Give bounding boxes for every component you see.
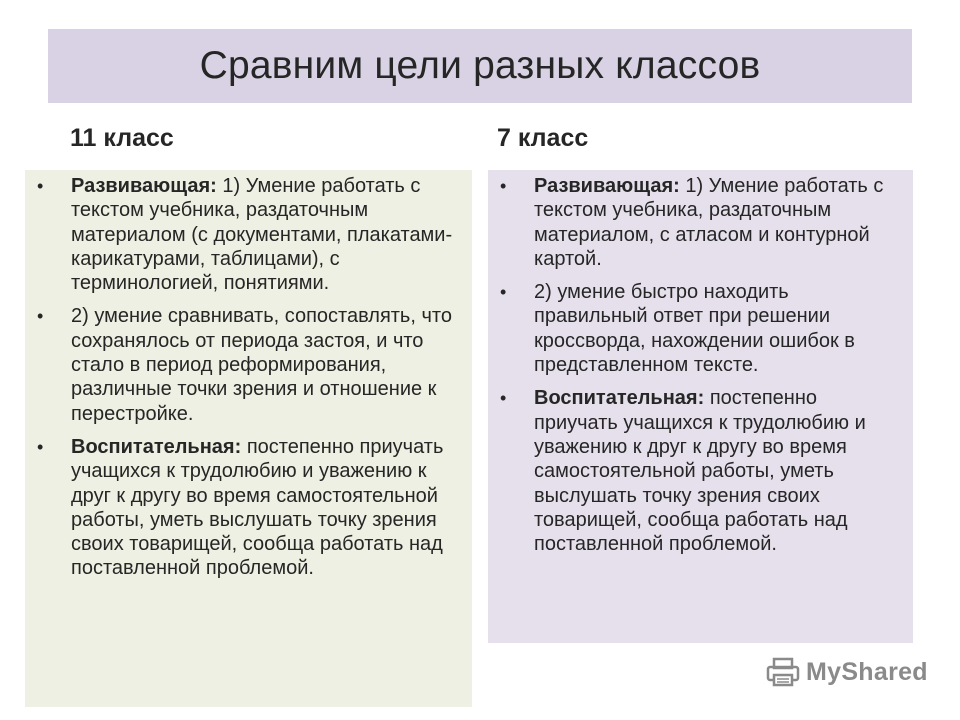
list-item [500, 280, 905, 377]
right-column-heading: 7 класс [497, 124, 589, 152]
left-goals-panel [25, 170, 472, 707]
goal-text: 2) умение сравнивать, сопоставлять, что сохранялось от периода застоя, и что стало в период реформирования, различные точки зрения и отношение к перестройке. [71, 305, 452, 425]
goal-text: постепенно приучать учащихся к трудолюбию и уважению к друг к другу во время самостоятельной работы, уметь выслушать точку зрения своих товарищей, сообща работать над поставленной проблемой. [71, 435, 444, 580]
bullet-icon: • [37, 176, 44, 196]
right-goals-panel [488, 170, 913, 643]
goal-text: постепенно приучать учащихся к трудолюбию и уважению к друг к другу во время самостоятельной работы, уметь выслушать точку зрения своих товарищей, сообща работать над поставленной проблемой. [534, 387, 866, 556]
bullet-icon: • [37, 306, 44, 327]
bullet-icon: • [500, 176, 507, 196]
right-goals-list [500, 174, 905, 556]
bullet-icon: • [500, 388, 507, 409]
goal-label: Воспитательная: [534, 387, 705, 410]
watermark-brand: MyShared [806, 657, 928, 686]
left-goals-list [37, 174, 464, 581]
list-item [37, 435, 464, 581]
list-item [500, 174, 905, 271]
goal-label: Развивающая: [534, 175, 680, 197]
list-item [37, 174, 464, 295]
printer-icon [766, 657, 800, 687]
title-bar [48, 29, 912, 103]
list-item [500, 386, 905, 556]
goal-text: 2) умение быстро находить правильный ответ при решении кроссворда, нахождении ошибок в представленном тексте. [534, 281, 855, 377]
goal-label: Развивающая: [71, 175, 217, 197]
left-column-heading: 11 класс [70, 124, 174, 152]
page-title: Сравним цели разных классов [199, 44, 761, 87]
bullet-icon: • [37, 436, 44, 457]
list-item [37, 304, 464, 425]
goal-text: 1) Умение работать с текстом учебника, раздаточным материалом, с атласом и контурной картой. [534, 175, 884, 270]
bullet-icon: • [500, 282, 507, 303]
goal-text: 1) Умение работать с текстом учебника, раздаточным материалом (с документами, плакатами-карикатурами, таблицами), с терминологией, понятиями. [71, 175, 453, 295]
watermark[interactable] [766, 657, 928, 687]
goal-label: Воспитательная: [71, 435, 242, 458]
